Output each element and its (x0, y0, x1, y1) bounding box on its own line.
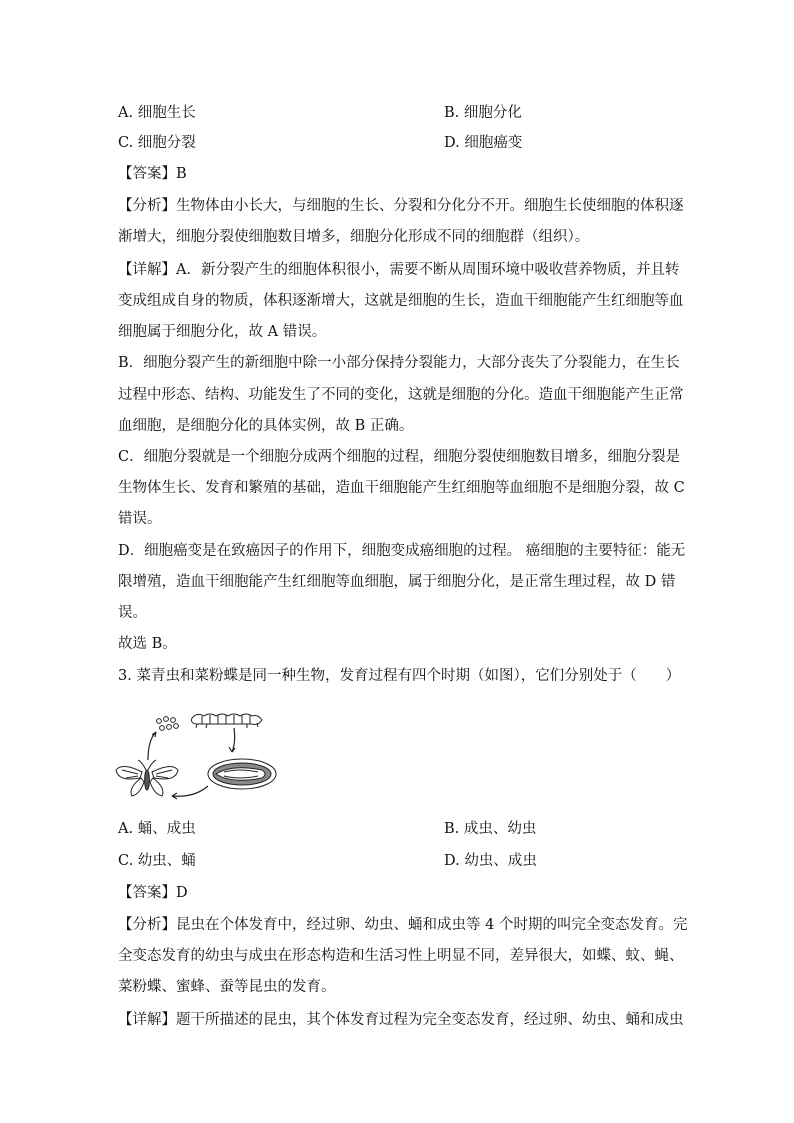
analysis-line: 全变态发育的幼虫与成虫在形态构造和生活习性上明显不同，差异很大，如蝶、蚊、蝇、 (118, 948, 684, 964)
detail-line: 误。 (118, 605, 147, 621)
detail-line: 【详解】题干所描述的昆虫，其个体发育过程为完全变态发育，经过卵、幼虫、蛹和成虫 (118, 1012, 684, 1028)
option-b: B. 细胞分化 (444, 105, 522, 121)
question-3-stem: 3. 菜青虫和菜粉蝶是同一种生物，发育过程有四个时期（如图），它们分别处于（ ） (118, 668, 681, 684)
detail-line: 变成组成自身的物质，体积逐渐增大，这就是细胞的生长，造血干细胞能产生红细胞等血 (118, 293, 684, 309)
analysis-line: 菜粉蝶、蜜蜂、蚕等昆虫的发育。 (118, 979, 336, 995)
detail-line: 血细胞，是细胞分化的具体实例，故 B 正确。 (118, 418, 414, 434)
detail-line: 错误。 (118, 511, 162, 527)
option-c: C. 幼虫、蛹 (118, 853, 196, 869)
detail-line: 细胞属于细胞分化，故 A 错误。 (118, 324, 327, 340)
eggs-icon (157, 717, 179, 731)
butterfly-icon (116, 760, 178, 796)
life-cycle-diagram (112, 708, 282, 808)
analysis-line: 渐增大，细胞分裂使细胞数目增多，细胞分化形成不同的细胞群（组织）。 (118, 229, 590, 245)
option-c: C. 细胞分裂 (118, 135, 196, 151)
conclusion-line: 故选 B。 (118, 636, 177, 652)
analysis-line: 【分析】昆虫在个体发育中，经过卵、幼虫、蛹和成虫等 4 个时期的叫完全变态发育。完 (118, 917, 688, 933)
detail-line: 限增殖，造血干细胞能产生红细胞等血细胞，属于细胞分化，是正常生理过程，故 D 错 (118, 574, 676, 590)
answer-line: 【答案】B (118, 166, 187, 182)
detail-line: D．细胞癌变是在致癌因子的作用下，细胞变成癌细胞的过程。 癌细胞的主要特征：能无 (118, 543, 686, 559)
detail-line: 【详解】A．新分裂产生的细胞体积很小，需要不断从周围环境中吸收营养物质，并且转 (118, 262, 680, 278)
option-b: B. 成虫、幼虫 (444, 821, 537, 837)
option-d: D. 幼虫、成虫 (444, 853, 537, 869)
detail-line: 过程中形态、结构、功能发生了不同的变化，这就是细胞的分化。造血干细胞能产生正常 (118, 387, 684, 403)
detail-line: C．细胞分裂就是一个细胞分成两个细胞的过程，细胞分裂使细胞数目增多，细胞分裂是 (118, 449, 681, 465)
option-d: D. 细胞癌变 (444, 135, 523, 151)
option-a: A. 蛹、成虫 (118, 821, 196, 837)
analysis-line: 【分析】生物体由小长大，与细胞的生长、分裂和分化分不开。细胞生长使细胞的体积逐 (118, 198, 684, 214)
option-a: A. 细胞生长 (118, 105, 196, 121)
detail-line: 生物体生长、发育和繁殖的基础，造血干细胞能产生红细胞等血细胞不是细胞分裂，故 C (118, 480, 685, 496)
detail-line: B．细胞分裂产生的新细胞中除一小部分保持分裂能力，大部分丧失了分裂能力，在生长 (118, 355, 680, 371)
answer-line: 【答案】D (118, 885, 188, 901)
pupa-icon (208, 759, 276, 789)
caterpillar-icon (192, 714, 263, 728)
